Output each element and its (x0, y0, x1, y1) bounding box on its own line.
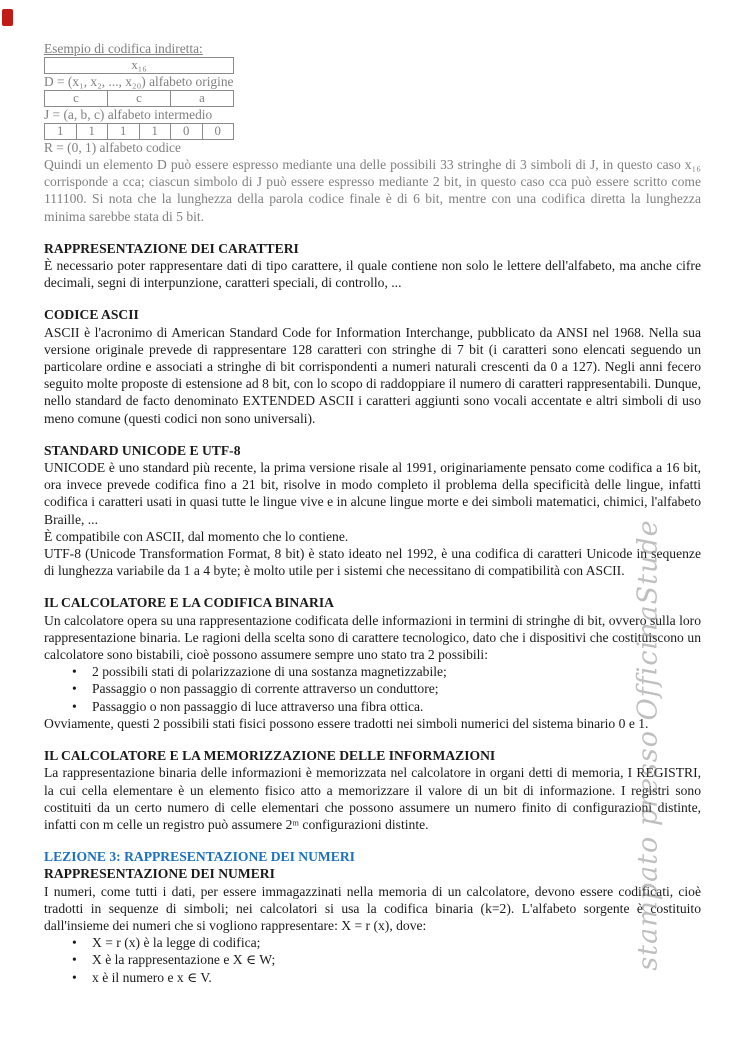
section-lezione-3 (44, 848, 701, 986)
section-heading: IL CALCOLATORE E LA CODIFICA BINARIA (44, 595, 334, 611)
table-cell: 1 (140, 124, 172, 139)
section-paragraph: Un calcolatore opera su una rappresentazione codificata delle informazioni in termini di stringhe di bit, ovvero sulla loro rappresentazione binaria. Le ragioni della scelta sono di carattere tecnologico, dato che i dispositivi che costituiscono un calcolatore sono bistabili, cioè possono assumere sempre uno stato tra 2 possibili: (44, 612, 701, 663)
origin-word-row (44, 57, 234, 74)
watermark: stampato presso OfficinaStude (632, 519, 664, 971)
table-cell: c (108, 91, 171, 106)
section-paragraph: UNICODE è uno standard più recente, la prima versione risale al 1991, originariamente pensato come codifica a 16 bit, ora invece prevede codifica fino a 21 bit, risolve in modo completo il problema della specificità delle lingue, infatti codifica i caratteri usati in quasi tutte le lingue vive e in alcune lingue morte e dei simboli matematici, chimici, l'alfabeto Braille, ... (44, 460, 701, 527)
section-paragraph: I numeri, come tutti i dati, per essere immagazzinati nella memoria di un calcolatore, devono essere codificati, cioè tradotti in sequenze di simboli; nei calcolatori si usa la codifica binaria (k=2). L'alfabeto sorgente è costituito dall'insieme dei numeri che si vogliono rappresentare: X = r (x), dove: (44, 883, 701, 933)
table-cell: x₁₆ (131, 58, 147, 72)
lesson-title: LEZIONE 3: RAPPRESENTAZIONE DEI NUMERI (44, 849, 355, 865)
section-paragraph: È compatibile con ASCII, dal momento che lo contiene. (44, 528, 349, 544)
table-cell: 1 (45, 124, 77, 139)
table-cell: c (45, 91, 108, 106)
bullet-item: • X = r (x) è la legge di codifica; (92, 934, 701, 951)
section-codice-ascii (44, 306, 701, 426)
bullet-item: • 2 possibili stati di polarizzazione di una sostanza magnetizzabile; (92, 663, 701, 680)
section-unicode-utf8 (44, 442, 701, 580)
table-cell: 1 (108, 124, 140, 139)
section-codifica-binaria (44, 594, 701, 732)
annotation-icon (2, 9, 13, 26)
bullet-item: • Passaggio o non passaggio di luce attraverso una fibra ottica. (92, 698, 701, 715)
page-content (44, 40, 701, 986)
bullet-item: • x è il numero e x ∈ V. (92, 969, 701, 986)
code-word-row (44, 123, 234, 140)
table-cell: a (199, 91, 205, 105)
section-heading: CODICE ASCII (44, 307, 139, 323)
section-paragraph: Ovviamente, questi 2 possibili stati fisici possono essere tradotti nei simboli numerici del sistema binario 0 e 1. (44, 715, 649, 731)
section-paragraph: La rappresentazione binaria delle informazioni è memorizzata nel calcolatore in organi detti di memoria, I REGISTRI, la cui cella elementare è un elemento fisico atto a memorizzare il valore di un bit di informazione. I registri sono costituiti da un certo numero di celle elementari che possono assumere un numero finito di configurazioni distinte, infatti con m celle un registro può assumere 2ᵐ configurazioni distinte. (44, 765, 701, 832)
section-memorizzazione (44, 747, 701, 833)
section-heading: IL CALCOLATORE E LA MEMORIZZAZIONE DELLE INFORMAZIONI (44, 748, 496, 764)
bullet-list (44, 934, 701, 986)
intermediate-word-row (44, 90, 234, 107)
section-paragraph: ASCII è l'acronimo di American Standard Code for Information Interchange, pubblicato da ANSI nel 1968. Nella sua versione originale prevede di rappresentare 128 caratteri con stringhe di 7 bit (i caratteri sono elencati seguendo un particolare ordine e associati a stringhe di bit corrispondenti a numeri naturali crescenti da 0 a 127). Negli anni fecero seguito molte proposte di estensione ad 8 bit, con lo scopo di raddoppiare il numero di caratteri rappresentabili. Dunque, nello standard de facto denominato EXTENDED ASCII i caratteri aggiunti sono vocali accentate e altri simboli di uso meno comune (questi codici non sono universali). (44, 324, 701, 426)
bullet-item: • Passaggio o non passaggio di corrente attraverso un conduttore; (92, 680, 701, 697)
table-cell: 0 (214, 124, 221, 138)
section-paragraph: È necessario poter rappresentare dati di tipo carattere, il quale contiene non solo le lettere dell'alfabeto, ma anche cifre decimali, segni di interpunzione, caratteri speciali, di controllo, ... (44, 258, 701, 291)
section-rappresentazione-caratteri (44, 240, 701, 292)
section-heading: RAPPRESENTAZIONE DEI CARATTERI (44, 240, 299, 256)
section-paragraph: UTF-8 (Unicode Transformation Format, 8 bit) è stato ideato nel 1992, è una codifica di caratteri Unicode in sequenze di lunghezza variabile da 1 a 4 byte; è molto utile per i sistemi che necessitano di compatibilità con ASCII. (44, 546, 701, 579)
example-title: Esempio di codifica indiretta: (44, 41, 203, 56)
section-heading: RAPPRESENTAZIONE DEI NUMERI (44, 866, 275, 882)
indirect-coding-example (44, 40, 701, 225)
bullet-item: • X è la rappresentazione e X ∈ W; (92, 951, 701, 968)
table-cell: 0 (171, 124, 203, 139)
example-note-paragraph: Quindi un elemento D può essere espresso mediante una delle possibili 33 stringhe di 3 simboli di J, in questo caso x₁₆ corrisponde a cca; ciascun simbolo di J può essere espresso mediante 2 bit, in questo caso cca può essere scritto come 111100. Si nota che la lunghezza della parola codice finale è di 6 bit, mentre con una codifica diretta la lunghezza minima sarebbe stata di 5 bit. (44, 157, 701, 224)
bullet-list (44, 663, 701, 715)
intermediate-alphabet-caption: J = (a, b, c) alfabeto intermedio (44, 107, 213, 122)
code-alphabet-caption: R = (0, 1) alfabeto codice (44, 140, 181, 155)
origin-alphabet-caption: D = (x₁, x₂, ..., x₂₀) alfabeto origine (44, 74, 234, 89)
section-heading: STANDARD UNICODE E UTF-8 (44, 442, 241, 458)
table-cell: 1 (77, 124, 109, 139)
